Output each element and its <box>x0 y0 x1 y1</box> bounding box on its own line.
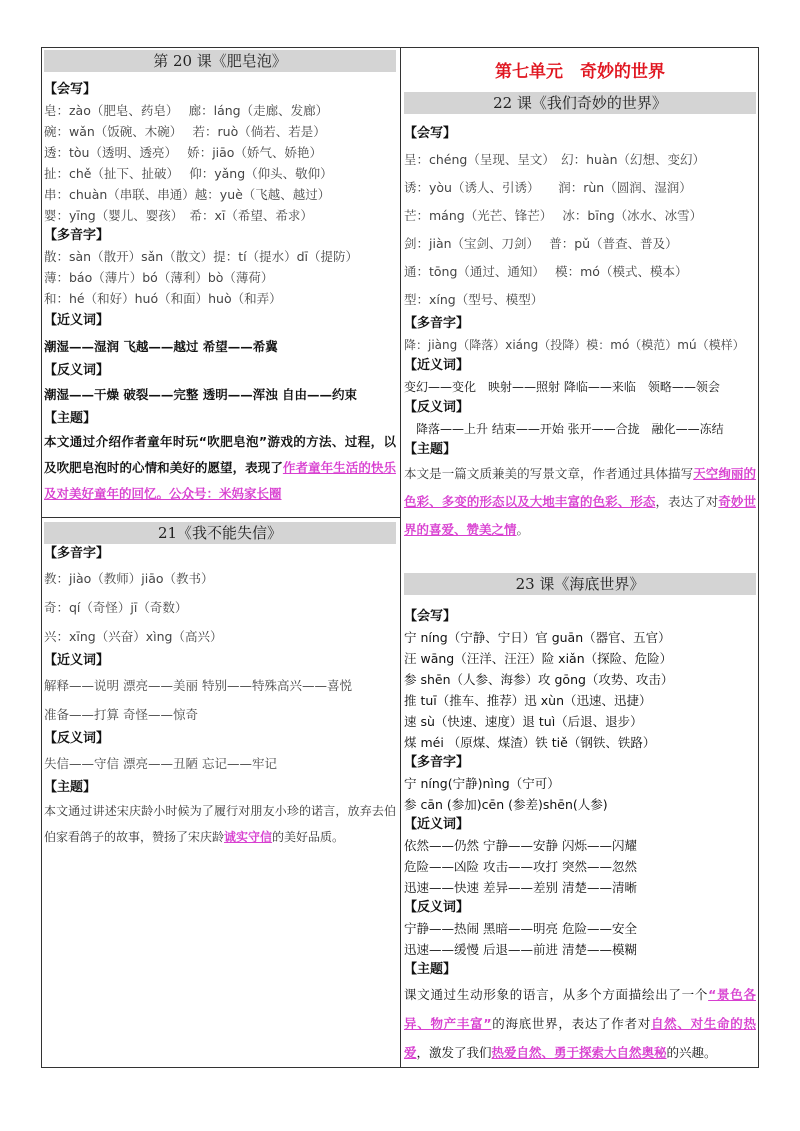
theme-text: 本文是一篇文质兼美的写景文章，作者通过具体描写 <box>404 466 694 481</box>
antonym-row: 潮湿——干燥 破裂——完整 透明——浑浊 自由——约束 <box>44 387 358 402</box>
theme-paragraph <box>404 980 756 1067</box>
antonym-row: 失信——守信 漂亮——丑陋 忘记——牢记 <box>44 756 277 771</box>
synonym-row: 变幻——变化 映射——照射 降临——来临 领略——领会 <box>404 380 720 394</box>
write-heading: 【会写】 <box>404 609 457 624</box>
antonym-row: 迅速——缓慢 后退——前进 清楚——模糊 <box>404 942 637 957</box>
write-row: 型：xíng（型号、模型） <box>404 292 544 307</box>
antonym-heading: 【反义词】 <box>44 731 110 746</box>
write-row: 芒：máng（光芒、锋芒） 冰：bīng（冰水、冰雪） <box>404 208 703 223</box>
polyphone-row: 参 cān (参加)cēn (参差)shēn(人参) <box>404 797 608 812</box>
theme-paragraph <box>44 429 396 507</box>
write-heading: 【会写】 <box>44 82 97 97</box>
synonym-row: 迅速——快速 差异——差别 清楚——清晰 <box>404 880 637 895</box>
polyphone-row: 宁 níng(宁静)nìng（宁可） <box>404 776 560 791</box>
unit-title: 第七单元 奇妙的世界 <box>495 62 665 82</box>
theme-heading: 【主题】 <box>44 780 97 795</box>
write-row: 呈：chéng（呈现、呈文） 幻：huàn（幻想、变幻） <box>404 152 706 167</box>
write-row: 推 tuī（推车、推荐）迅 xùn（迅速、迅捷） <box>404 693 652 708</box>
theme-text-mid: 的海底世界，表达了作者对 <box>491 1016 651 1031</box>
polyphone-row: 薄：báo（薄片）bó（薄利）bò（薄荷） <box>44 270 274 285</box>
synonym-heading: 【近义词】 <box>404 358 470 373</box>
lesson-20-section <box>44 50 396 507</box>
theme-highlight: “景色各异、物产丰富” <box>404 987 756 1031</box>
lesson-21-section <box>44 522 396 850</box>
theme-text-mid: ，激发了我们 <box>416 1045 492 1060</box>
lesson-22-title: 22 课《我们奇妙的世界》 <box>404 92 756 114</box>
theme-text: 本文通过介绍作者童年时玩“吹肥皂泡”游戏的方法、过程，以及吹肥皂泡时的心情和美好的愿望，表现了 <box>44 434 396 475</box>
synonym-heading: 【近义词】 <box>44 313 110 328</box>
theme-highlight: 诚实守信 <box>224 830 273 844</box>
theme-highlight: 自然、对生命的热爱 <box>404 1016 756 1060</box>
theme-paragraph <box>44 798 396 850</box>
antonym-row: 降落——上升 结束——开始 张开——合拢 融化——冻结 <box>404 422 724 436</box>
theme-highlight: 热爱自然、勇于探索大自然奥秘 <box>491 1045 667 1060</box>
theme-text-end: 的美好品质。 <box>272 830 345 844</box>
synonym-row: 解释——说明 漂亮——美丽 特别——特殊高兴——喜悦 <box>44 678 352 693</box>
write-row: 汪 wāng（汪洋、汪汪）险 xiǎn（探险、危险） <box>404 651 673 666</box>
lesson-23-title: 23 课《海底世界》 <box>404 573 756 595</box>
polyphone-heading: 【多音字】 <box>404 755 470 770</box>
theme-highlight: 作者童年生活的快乐及对美好童年的回忆。公众号：米妈家长圈 <box>44 460 396 501</box>
polyphone-row: 奇：qí（奇怪）jī（奇数） <box>44 600 188 615</box>
synonym-row: 危险——凶险 攻击——攻打 突然——忽然 <box>404 859 637 874</box>
write-row: 宁 níng（宁静、宁日）官 guān（器官、五官） <box>404 630 671 645</box>
theme-text-mid: ，表达了对 <box>655 494 719 509</box>
polyphone-row: 降：jiàng（降落）xiáng（投降）模：mó（模范）mú（模样） <box>404 338 745 352</box>
polyphone-row: 兴：xīng（兴奋）xìng（高兴） <box>44 629 223 644</box>
synonym-row: 依然——仍然 宁静——安静 闪烁——闪耀 <box>404 838 637 853</box>
lesson-22-section <box>404 58 756 544</box>
column-divider <box>400 47 401 1068</box>
polyphone-heading: 【多音字】 <box>404 316 470 331</box>
lesson-20-title: 第 20 课《肥皂泡》 <box>44 50 396 72</box>
theme-text-end: 。 <box>516 522 530 537</box>
write-row: 婴：yīng（婴儿、婴孩） 希：xī（希望、希求） <box>44 208 313 223</box>
polyphone-row: 教：jiào（教师）jiāo（教书） <box>44 571 214 586</box>
theme-highlight: 天空绚丽的色彩、多变的形态以及大地丰富的色彩、形态 <box>404 466 756 509</box>
write-row: 参 shēn（人参、海参）攻 gōng（攻势、攻击） <box>404 672 674 687</box>
synonym-heading: 【近义词】 <box>404 817 470 832</box>
synonym-row: 潮湿——湿润 飞越——越过 希望——希冀 <box>44 339 278 354</box>
write-row: 诱：yòu（诱人、引诱） 润：rùn（圆润、湿润） <box>404 180 692 195</box>
theme-heading: 【主题】 <box>44 411 97 426</box>
synonym-row: 准备——打算 奇怪——惊奇 <box>44 707 198 722</box>
theme-text-end: 的兴趣。 <box>666 1045 717 1060</box>
write-row: 通：tōng（通过、通知） 模：mó（模式、模本） <box>404 264 688 279</box>
synonym-heading: 【近义词】 <box>44 653 110 668</box>
antonym-heading: 【反义词】 <box>404 400 470 415</box>
left-section-divider <box>41 517 400 518</box>
polyphone-row: 和：hé（和好）huó（和面）huò（和弄） <box>44 291 282 306</box>
lesson-23-section <box>404 573 756 1067</box>
write-row: 皂：zào（肥皂、药皂） 廊：láng（走廊、发廊） <box>44 103 329 118</box>
write-row: 剑：jiàn（宝剑、刀剑） 普：pǔ（普查、普及） <box>404 236 678 251</box>
polyphone-row: 散：sàn（散开）sǎn（散文）提：tí（提水）dī（提防） <box>44 249 358 264</box>
write-heading: 【会写】 <box>404 126 457 141</box>
write-row: 串：chuàn（串联、串通）越：yuè（飞越、越过） <box>44 187 331 202</box>
theme-text: 课文通过生动形象的语言，从多个方面描绘出了一个 <box>404 987 709 1002</box>
antonym-heading: 【反义词】 <box>404 900 470 915</box>
theme-text: 本文通过讲述宋庆龄小时候为了履行对朋友小珍的诺言，放弃去伯伯家看鸽子的故事，赞扬了宋庆龄 <box>44 804 396 844</box>
write-row: 透：tòu（透明、透亮） 娇：jiāo（娇气、娇艳） <box>44 145 322 160</box>
polyphone-heading: 【多音字】 <box>44 228 110 243</box>
write-row: 扯：chě（扯下、扯破） 仰：yǎng（仰头、敬仰） <box>44 166 333 181</box>
write-row: 碗：wǎn（饭碗、木碗） 若：ruò（倘若、若是） <box>44 124 326 139</box>
write-row: 速 sù（快速、速度）退 tuì（后退、退步） <box>404 714 643 729</box>
polyphone-heading: 【多音字】 <box>44 546 110 561</box>
antonym-heading: 【反义词】 <box>44 363 110 378</box>
write-row: 煤 méi （原煤、煤渣）铁 tiě（钢铁、铁路） <box>404 735 656 750</box>
theme-paragraph <box>404 460 756 544</box>
theme-heading: 【主题】 <box>404 442 457 457</box>
theme-heading: 【主题】 <box>404 962 457 977</box>
theme-highlight: 奇妙世界的喜爱、赞美之情 <box>404 494 756 537</box>
antonym-row: 宁静——热闹 黑暗——明亮 危险——安全 <box>404 921 637 936</box>
lesson-21-title: 21《我不能失信》 <box>44 522 396 544</box>
